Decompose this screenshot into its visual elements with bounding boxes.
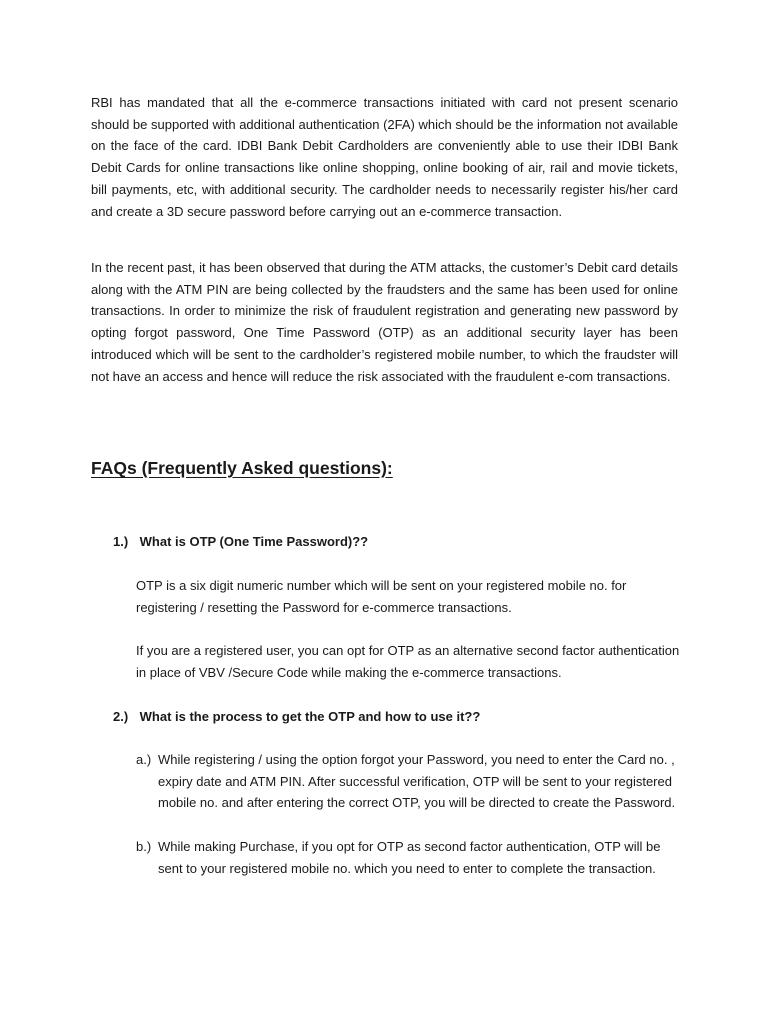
faq-heading: FAQs (Frequently Asked questions): — [91, 458, 393, 478]
list-item-text: While making Purchase, if you opt for OTP as second factor authentication, OTP will be sent to your registered mobile no. which you need to enter to complete the transaction. — [158, 839, 661, 876]
list-item-marker: b.) — [136, 839, 152, 854]
intro-paragraph-atm-attacks: In the recent past, it has been observed that during the ATM attacks, the customer’s Debit card details along with the ATM PIN are being collected by the fraudsters and the same has been used for online transactions. In order to minimize the risk of fraudulent registration and generating new password by opting forgot password, One Time Password (OTP) as an additional security layer has been introduced which will be sent to the cardholder’s registered mobile number, to which the fraudster will not have an access and hence will reduce the risk associated with the fraudulent e-com transactions. — [91, 260, 678, 384]
faq-question-1 — [113, 531, 368, 553]
faq-question-number: 2.) — [113, 709, 129, 724]
faq-answer-1-paragraph-2: If you are a registered user, you can opt for OTP as an alternative second factor authentication in place of VBV /Secure Code while making the e-commerce transactions. — [136, 643, 680, 680]
faq-question-text: What is the process to get the OTP and how to use it?? — [139, 709, 481, 724]
faq-question-2 — [113, 706, 480, 728]
faq-question-text: What is OTP (One Time Password)?? — [139, 534, 369, 549]
faq-answer-2-item-a — [136, 749, 676, 814]
list-item-marker: a.) — [136, 752, 152, 767]
intro-paragraph-rbi-mandate: RBI has mandated that all the e-commerce transactions initiated with card not present scenario should be supported with additional authentication (2FA) which should be the information not available on the face of the card. IDBI Bank Debit Cardholders are conveniently able to use their IDBI Bank Debit Cards for online transactions like online shopping, online booking of air, rail and movie tickets, bill payments, etc, with additional security. The cardholder needs to necessarily register his/her card and create a 3D secure password before carrying out an e-commerce transaction. — [91, 95, 678, 219]
faq-question-number: 1.) — [113, 534, 129, 549]
list-item-text: While registering / using the option forgot your Password, you need to enter the Card no. , expiry date and ATM PIN. After successful verification, OTP will be sent to your registered mobile no. and after entering the correct OTP, you will be directed to create the Password. — [158, 752, 676, 811]
faq-answer-2-item-b — [136, 836, 676, 879]
faq-answer-1-paragraph-1: OTP is a six digit numeric number which will be sent on your registered mobile no. for registering / resetting the Password for e-commerce transactions. — [136, 578, 627, 615]
